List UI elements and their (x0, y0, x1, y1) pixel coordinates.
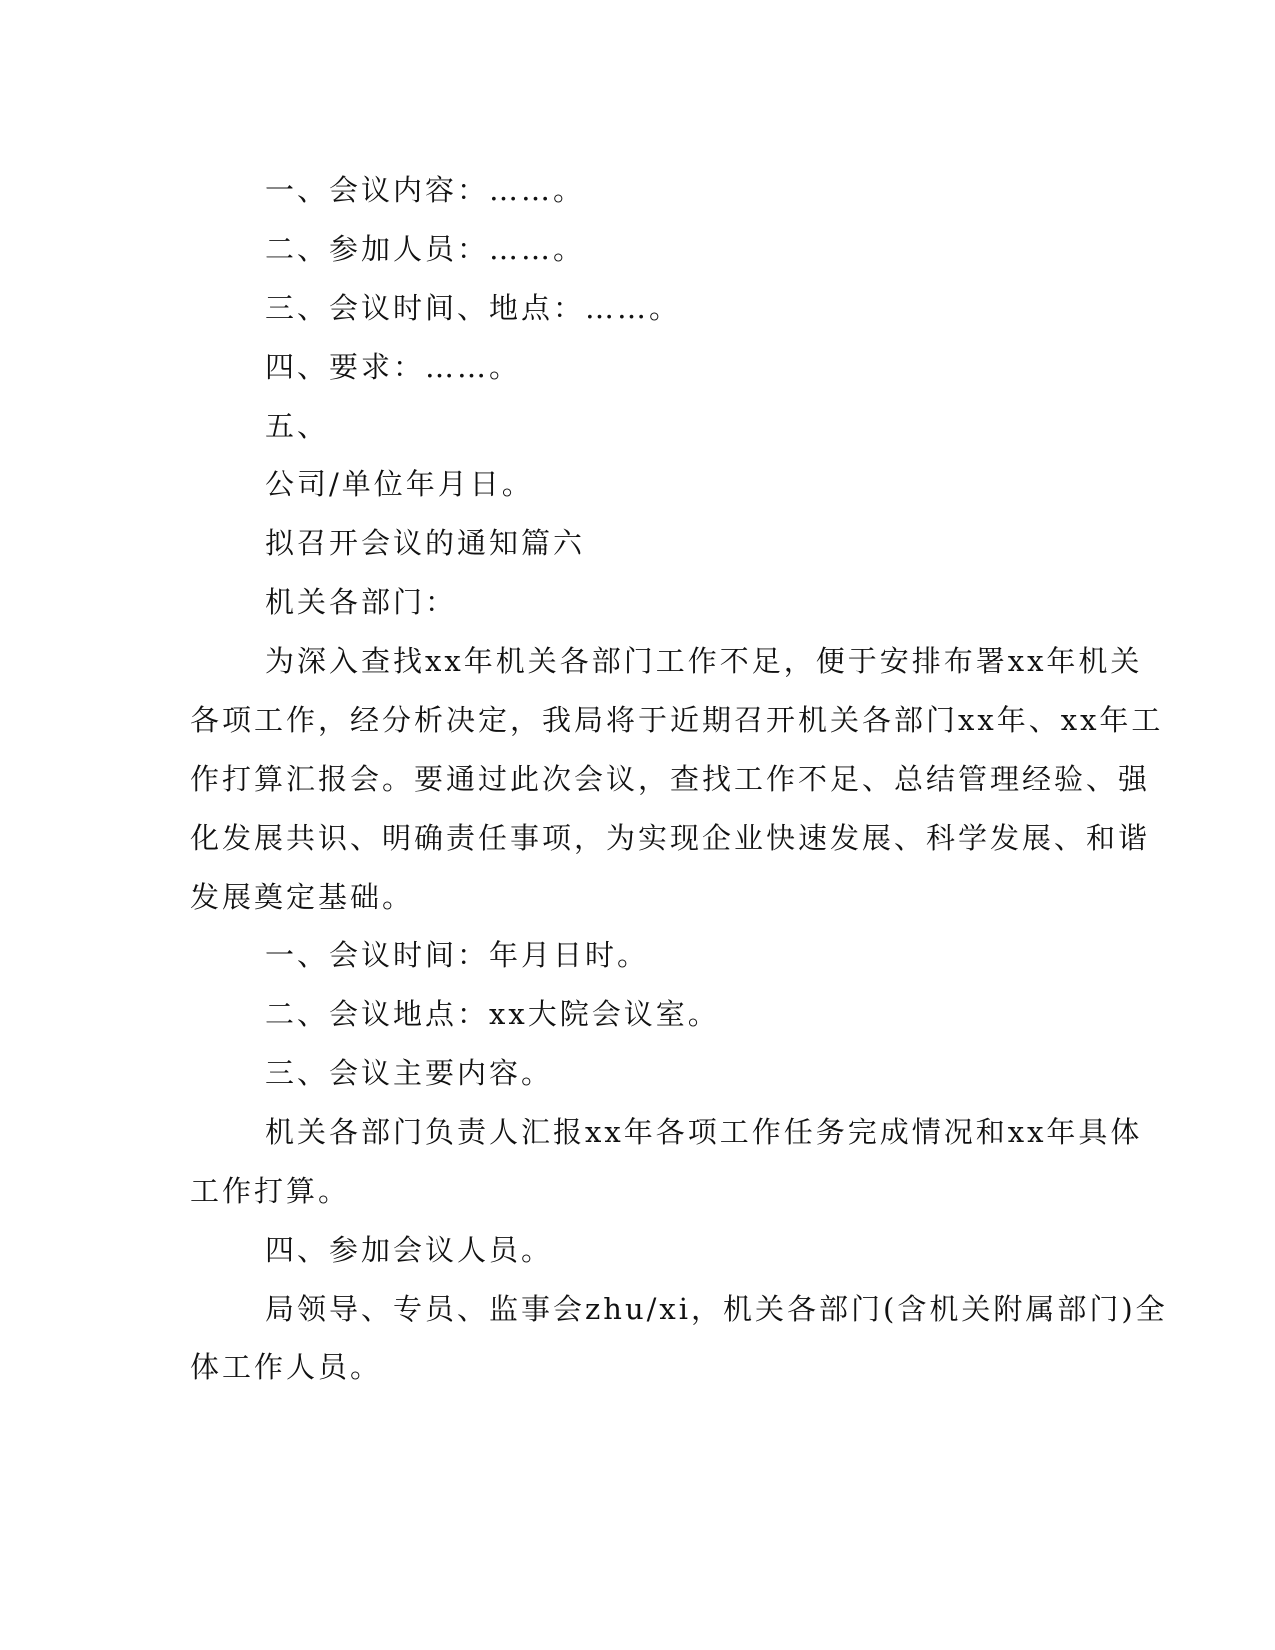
item-five: 五、 (265, 409, 330, 443)
item-time-place: 三、会议时间、地点：……。 (265, 291, 682, 325)
paragraph-line: 发展奠定基础。 (190, 880, 415, 914)
item-attendees: 四、参加会议人员。 (265, 1233, 554, 1267)
signature-date-line: 公司/单位年月日。 (265, 467, 534, 501)
item-main-content: 三、会议主要内容。 (265, 1056, 554, 1090)
salutation: 机关各部门： (265, 585, 458, 619)
paragraph-line: 作打算汇报会。要通过此次会议，查找工作不足、总结管理经验、强 (190, 762, 1151, 796)
section-heading: 拟召开会议的通知篇六 (265, 526, 586, 560)
item-meeting-content: 一、会议内容：……。 (265, 173, 586, 207)
item-meeting-time: 一、会议时间：年月日时。 (265, 938, 650, 972)
item-meeting-place: 二、会议地点：xx大院会议室。 (265, 997, 720, 1031)
paragraph-line: 为深入查找xx年机关各部门工作不足，便于安排布署xx年机关 (265, 644, 1143, 678)
paragraph-line: 局领导、专员、监事会zhu/xi，机关各部门(含机关附属部门)全 (265, 1292, 1168, 1326)
paragraph-line: 工作打算。 (190, 1174, 351, 1208)
item-requirements: 四、要求：……。 (265, 350, 522, 384)
paragraph-line: 各项工作，经分析决定，我局将于近期召开机关各部门xx年、xx年工 (190, 703, 1164, 737)
paragraph-line: 机关各部门负责人汇报xx年各项工作任务完成情况和xx年具体 (265, 1115, 1143, 1149)
paragraph-line: 化发展共识、明确责任事项，为实现企业快速发展、科学发展、和谐 (190, 821, 1151, 855)
paragraph-line: 体工作人员。 (190, 1350, 383, 1384)
item-participants: 二、参加人员：……。 (265, 232, 586, 266)
